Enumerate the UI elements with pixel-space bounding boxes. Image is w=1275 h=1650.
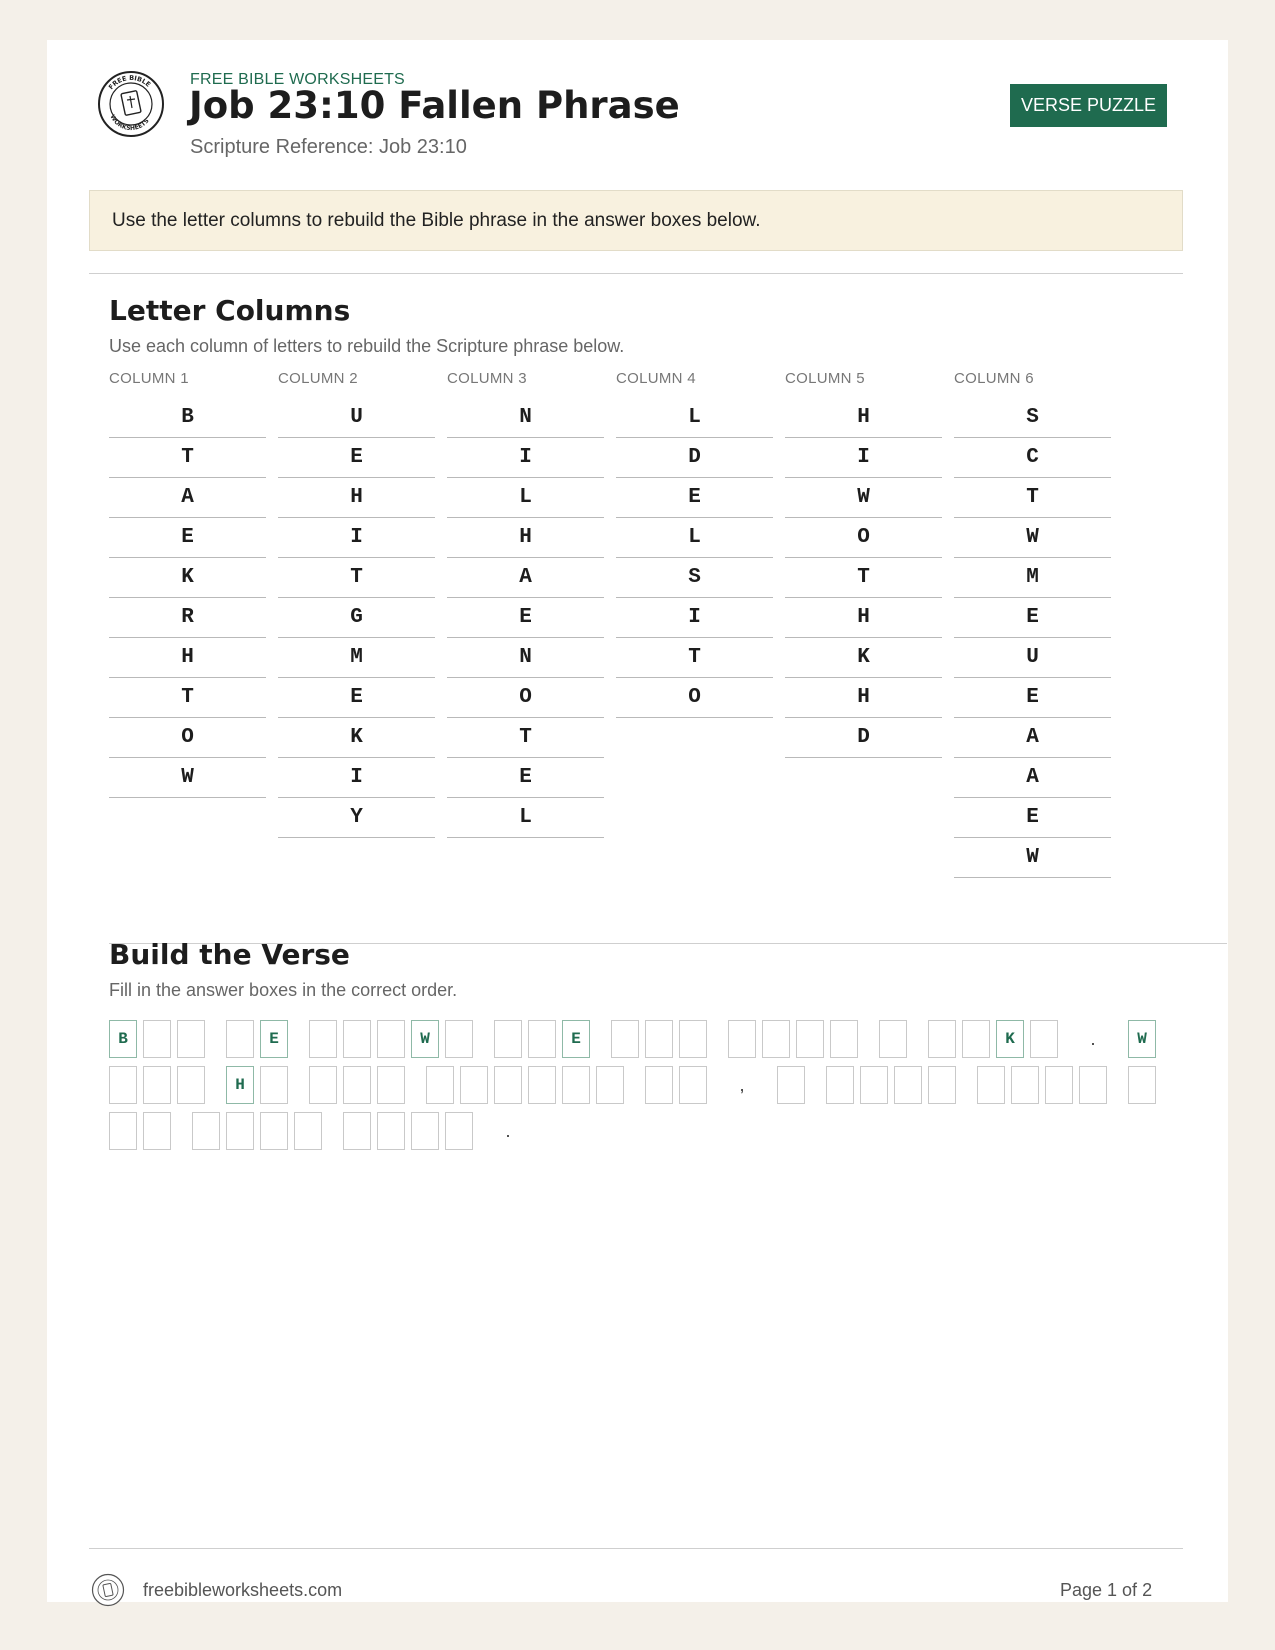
answer-box-given: W: [411, 1020, 439, 1058]
answer-box[interactable]: [226, 1112, 254, 1150]
answer-box-given: K: [996, 1020, 1024, 1058]
page-title: Job 23:10 Fallen Phrase: [189, 84, 680, 127]
column-letter: O: [616, 678, 773, 718]
column-letter: E: [954, 798, 1111, 838]
answer-box-given: B: [109, 1020, 137, 1058]
column-letter: T: [109, 678, 266, 718]
answer-box-given: E: [260, 1020, 288, 1058]
scripture-reference: Scripture Reference: Job 23:10: [190, 136, 467, 158]
answer-box[interactable]: [177, 1066, 205, 1104]
column-letter: D: [616, 438, 773, 478]
answer-box[interactable]: [343, 1020, 371, 1058]
answer-box[interactable]: [796, 1020, 824, 1058]
column-letter: T: [447, 718, 604, 758]
svg-text:WORKSHEETS: WORKSHEETS: [108, 113, 151, 133]
answer-punctuation: ,: [739, 1074, 745, 1095]
column-letter: E: [616, 478, 773, 518]
answer-box[interactable]: [109, 1066, 137, 1104]
answer-box[interactable]: [109, 1112, 137, 1150]
answer-box-given: W: [1128, 1020, 1156, 1058]
answer-box[interactable]: [445, 1020, 473, 1058]
column-letter: I: [278, 518, 435, 558]
column-letter: T: [616, 638, 773, 678]
column-letter: R: [109, 598, 266, 638]
column-label: COLUMN 2: [278, 370, 358, 387]
column-letter: E: [447, 758, 604, 798]
column-letter: L: [616, 518, 773, 558]
column-letter: G: [278, 598, 435, 638]
column-letter: M: [954, 558, 1111, 598]
answer-box[interactable]: [143, 1020, 171, 1058]
column-letter: T: [785, 558, 942, 598]
column-letter: Y: [278, 798, 435, 838]
column-letter: K: [278, 718, 435, 758]
column-letter: H: [785, 678, 942, 718]
column-letter: L: [616, 398, 773, 438]
answer-box[interactable]: [762, 1020, 790, 1058]
column-label: COLUMN 6: [954, 370, 1034, 387]
column-letter: I: [785, 438, 942, 478]
worksheet-page: [47, 40, 1228, 1602]
column-letter: H: [785, 398, 942, 438]
letter-column: [109, 370, 266, 798]
answer-box[interactable]: [1079, 1066, 1107, 1104]
letter-column: [616, 370, 773, 718]
answer-punctuation: .: [505, 1120, 511, 1141]
column-letter: A: [447, 558, 604, 598]
answer-box[interactable]: [860, 1066, 888, 1104]
answer-box[interactable]: [562, 1066, 590, 1104]
answer-box[interactable]: [460, 1066, 488, 1104]
column-letter: H: [785, 598, 942, 638]
puzzle-type-badge: VERSE PUZZLE: [1010, 84, 1167, 127]
answer-box[interactable]: [445, 1112, 473, 1150]
footer-divider: [89, 1548, 1183, 1549]
answer-box[interactable]: [226, 1020, 254, 1058]
answer-box[interactable]: [928, 1020, 956, 1058]
build-verse-heading: Build the Verse: [109, 938, 350, 971]
answer-box-given: E: [562, 1020, 590, 1058]
answer-grid: [109, 1020, 1219, 1160]
answer-box[interactable]: [177, 1020, 205, 1058]
column-letter: L: [447, 798, 604, 838]
column-letter: O: [109, 718, 266, 758]
answer-box[interactable]: [928, 1066, 956, 1104]
column-letter: N: [447, 638, 604, 678]
answer-box[interactable]: [645, 1066, 673, 1104]
column-letter: O: [785, 518, 942, 558]
column-letter: E: [278, 438, 435, 478]
column-letter: H: [109, 638, 266, 678]
column-label: COLUMN 4: [616, 370, 696, 387]
column-letter: L: [447, 478, 604, 518]
answer-box[interactable]: [377, 1112, 405, 1150]
answer-box-given: H: [226, 1066, 254, 1104]
column-letter: E: [954, 598, 1111, 638]
answer-box[interactable]: [879, 1020, 907, 1058]
answer-box[interactable]: [192, 1112, 220, 1150]
svg-text:FREE BIBLE: FREE BIBLE: [106, 73, 153, 92]
column-letter: E: [447, 598, 604, 638]
column-letter: O: [447, 678, 604, 718]
column-letter: H: [278, 478, 435, 518]
answer-box[interactable]: [611, 1020, 639, 1058]
letter-column: [954, 370, 1111, 878]
column-letter: A: [954, 718, 1111, 758]
answer-box[interactable]: [1045, 1066, 1073, 1104]
column-letter: E: [278, 678, 435, 718]
column-letter: S: [954, 398, 1111, 438]
answer-box[interactable]: [528, 1020, 556, 1058]
answer-box[interactable]: [826, 1066, 854, 1104]
letter-columns-heading: Letter Columns: [109, 294, 351, 327]
column-letter: I: [447, 438, 604, 478]
answer-box[interactable]: [260, 1066, 288, 1104]
answer-box[interactable]: [377, 1066, 405, 1104]
build-verse-subtitle: Fill in the answer boxes in the correct order.: [109, 980, 458, 1000]
answer-box[interactable]: [777, 1066, 805, 1104]
letter-columns-grid: [109, 370, 1169, 930]
column-letter: U: [954, 638, 1111, 678]
letter-column: [447, 370, 604, 838]
answer-box[interactable]: [343, 1112, 371, 1150]
column-letter: W: [954, 838, 1111, 878]
column-label: COLUMN 1: [109, 370, 189, 387]
answer-box[interactable]: [679, 1020, 707, 1058]
answer-box[interactable]: [377, 1020, 405, 1058]
answer-box[interactable]: [426, 1066, 454, 1104]
answer-box[interactable]: [309, 1066, 337, 1104]
column-letter: T: [954, 478, 1111, 518]
column-letter: M: [278, 638, 435, 678]
answer-box[interactable]: [645, 1020, 673, 1058]
answer-box[interactable]: [343, 1066, 371, 1104]
section-divider: [89, 273, 1183, 274]
instructions-banner: [89, 190, 1183, 251]
column-letter: E: [109, 518, 266, 558]
answer-box[interactable]: [294, 1112, 322, 1150]
instructions-text: Use the letter columns to rebuild the Bible phrase in the answer boxes below.: [112, 209, 761, 231]
letter-column: [785, 370, 942, 758]
column-letter: A: [954, 758, 1111, 798]
column-letter: C: [954, 438, 1111, 478]
column-letter: T: [278, 558, 435, 598]
column-letter: A: [109, 478, 266, 518]
answer-box[interactable]: [143, 1066, 171, 1104]
column-letter: H: [447, 518, 604, 558]
answer-box[interactable]: [728, 1020, 756, 1058]
answer-box[interactable]: [494, 1066, 522, 1104]
column-letter: D: [785, 718, 942, 758]
answer-box[interactable]: [143, 1112, 171, 1150]
column-letter: W: [109, 758, 266, 798]
answer-punctuation: .: [1090, 1028, 1096, 1049]
answer-box[interactable]: [977, 1066, 1005, 1104]
column-letter: I: [278, 758, 435, 798]
footer-site: freebibleworksheets.com: [143, 1580, 343, 1600]
column-letter: W: [954, 518, 1111, 558]
brand-name: FREE BIBLE WORKSHEETS: [190, 71, 405, 88]
footer-logo: [91, 1573, 125, 1607]
answer-box[interactable]: [309, 1020, 337, 1058]
column-letter: T: [109, 438, 266, 478]
answer-box[interactable]: [1030, 1020, 1058, 1058]
column-label: COLUMN 3: [447, 370, 527, 387]
column-letter: U: [278, 398, 435, 438]
column-letter: I: [616, 598, 773, 638]
worksheet-logo: [97, 70, 165, 138]
answer-box[interactable]: [830, 1020, 858, 1058]
answer-box[interactable]: [596, 1066, 624, 1104]
answer-box[interactable]: [894, 1066, 922, 1104]
answer-box[interactable]: [528, 1066, 556, 1104]
letter-column: [278, 370, 435, 838]
answer-box[interactable]: [260, 1112, 288, 1150]
column-letter: B: [109, 398, 266, 438]
column-letter: N: [447, 398, 604, 438]
column-letter: K: [109, 558, 266, 598]
column-letter: W: [785, 478, 942, 518]
column-letter: E: [954, 678, 1111, 718]
answer-box[interactable]: [411, 1112, 439, 1150]
column-label: COLUMN 5: [785, 370, 865, 387]
answer-box[interactable]: [494, 1020, 522, 1058]
column-letter: K: [785, 638, 942, 678]
letter-columns-subtitle: Use each column of letters to rebuild the Scripture phrase below.: [109, 336, 625, 356]
page-number: Page 1 of 2: [1060, 1580, 1153, 1600]
answer-box[interactable]: [962, 1020, 990, 1058]
answer-box[interactable]: [679, 1066, 707, 1104]
column-letter: S: [616, 558, 773, 598]
answer-box[interactable]: [1011, 1066, 1039, 1104]
answer-box[interactable]: [1128, 1066, 1156, 1104]
